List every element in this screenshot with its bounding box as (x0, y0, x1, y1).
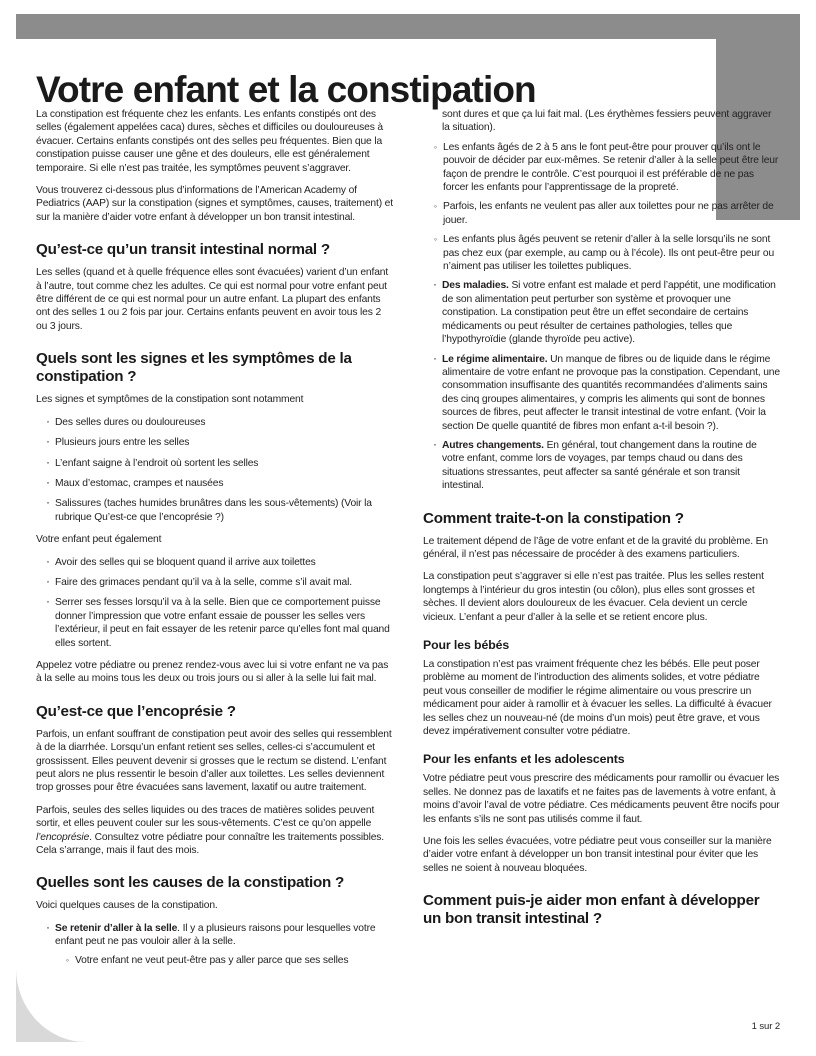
subheading-bebes: Pour les bébés (423, 638, 510, 652)
list-item-cause-maladies (433, 279, 780, 346)
page-title: Votre enfant et la constipation (36, 68, 536, 110)
signes-intro: Les signes et symptômes de la constipation sont notamment (36, 394, 304, 406)
intro-paragraph-2: Vous trouverez ci-dessous plus d’informations de l’American Academy of Pediatrics (AAP) sur la constipation (signes et symptômes, causes, traitement) et sur la manière d’aider votre enfant à développer un bon transit intestinal. (36, 185, 393, 223)
cause-maladies-text: Si votre enfant est malade et perd l’appétit, une modification de son alimentation peut perturber son système et provoquer une constipation. La constipation peut être un effet secondaire de certains médicaments ou peut résulter de certaines pathologies, telles que l’hypothyroïdie (glande thyroïde peu active). (442, 280, 776, 346)
encopresie-p2-part-b: . Consultez votre pédiatre pour connaître les traitements possibles. Cela s’arrange, mais il faut des mois. (36, 831, 385, 857)
heading-signes-symptomes: Quels sont les signes et les symptômes de la constipation ? (36, 350, 352, 386)
continued-sublist-item-1: sont dures et que ça lui fait mal. (Les érythèmes fessiers peuvent aggraver la situation). (442, 109, 772, 134)
list-item: ◦ Votre enfant ne veut peut-être pas y aller parce que ses selles (66, 954, 393, 967)
list-item-cause-regime (433, 353, 780, 433)
cause-autres-label: Autres changements. (442, 439, 544, 451)
list-item-cause-autres (433, 439, 780, 493)
page-number: 1 sur 2 (751, 1021, 780, 1032)
list-item: · L’enfant saigne à l’endroit où sortent les selles (46, 457, 393, 470)
causes-list (36, 922, 393, 967)
transit-normal-paragraph: Les selles (quand et à quelle fréquence elles sont évacuées) varient d’un enfant à l’autre, tout comme chez les adultes. Ce qui est normal pour votre enfant peut être différent de ce qui est normal pour un autre enfant. La plupart des enfants ont des selles 1 ou 2 fois par jour. Certains enfants peuvent en avoir tous les 2 ou 3 jours. (36, 267, 389, 332)
aussi-intro: Votre enfant peut également (36, 534, 162, 546)
list-item: · Serrer ses fesses lorsqu’il va à la selle. Bien que ce comportement puisse donner l’impression que votre enfant essaie de pousser les selles vers l’extérieur, il peut en fait essayer de les retenir parce qu’elles font mal quand elles sortent. (46, 596, 393, 650)
enfants-paragraph-1: Votre pédiatre peut vous prescrire des médicaments pour ramollir ou évacuer les selles. Ne donnez pas de laxatifs et ne faites pas de lavements à votre enfant, à moins d’avoir l’aval de votre pédiatre. Ces médicaments peuvent être nocifs pour les enfants s’ils ne sont pas utilisés comme il faut. (423, 773, 780, 825)
list-item: · Avoir des selles qui se bloquent quand il arrive aux toilettes (46, 556, 393, 569)
cause-regime-text: Un manque de fibres ou de liquide dans le régime alimentaire de votre enfant ne provoque pas la constipation. Cependant, une consommation insuffisante des quantités recommandées d’aliments sains des cinq groupes alimentaires, y compris les aliments qui sont de bonnes sources de fibres, peut affecter le transit intestinal de votre enfant. (Voir la section De quelle quantité de fibres mon enfant a-t-il besoin ?). (442, 353, 780, 432)
aussi-list (36, 556, 393, 650)
cause-retenir-text: . Il y a plusieurs raisons pour lesquelles votre enfant peut ne pas vouloir aller à la selle. (55, 922, 376, 948)
heading-traitement: Comment traite-t-on la constipation ? (423, 509, 684, 527)
heading-causes: Quelles sont les causes de la constipation ? (36, 874, 345, 892)
cause-retenir-sublist (55, 954, 393, 967)
list-item: · Faire des grimaces pendant qu’il va à la selle, comme s’il avait mal. (46, 576, 393, 589)
heading-transit-normal: Qu’est-ce qu’un transit intestinal normal ? (36, 241, 330, 259)
bebes-paragraph: La constipation n’est pas vraiment fréquente chez les bébés. Elle peut poser problème au moment de l’introduction des aliments solides, et votre pédiatre peut vous conseiller de modifier le régime alimentaire ou vous prescrire un médicament pour aider à ramollir et à évacuer les selles. La difficulté à évacuer les selles chez un nouveau-né (de moins d’un mois) peut être grave, et vous devez impérativement consulter votre pédiatre. (423, 659, 772, 738)
traitement-paragraph-2: La constipation peut s’aggraver si elle n’est pas traitée. Plus les selles restent longtemps à l’intérieur du gros intestin (ou côlon), plus elles sont grosses et sèches. Il devient alors douloureux de les évacuer. Cela devient un cercle vicieux. L’enfant a peur d’aller à la selle et se retient encore plus. (423, 571, 764, 623)
list-item: · Salissures (taches humides brunâtres dans les sous-vêtements) (Voir la rubrique Qu’est-ce que l’encoprésie ?) (46, 497, 393, 524)
causes-intro: Voici quelques causes de la constipation. (36, 900, 218, 912)
list-item: ◦ Les enfants plus âgés peuvent se retenir d’aller à la selle lorsqu’ils ne sont pas chez eux (par exemple, au camp ou à l’école). Ils ont peut-être peur ou n’aiment pas utiliser les toilettes publiques. (434, 233, 780, 273)
list-item: · Maux d’estomac, crampes et nausées (46, 477, 393, 490)
appelez-pediatre-paragraph: Appelez votre pédiatre ou prenez rendez-vous avec lui si votre enfant ne va pas à la selle au moins tous les deux ou trois jours ou si aller à la selle lui fait mal. (36, 659, 389, 685)
cause-autres-text: En général, tout changement dans la routine de votre enfant, comme lors de voyages, par temps chaud ou dans des situations stressantes, peut affecter sa santé générale et son transit intestinal. (442, 439, 757, 492)
intro-paragraph-1: La constipation est fréquente chez les enfants. Les enfants constipés ont des selles (également appelées caca) dures, sèches et difficiles ou douloureuses à évacuer. Certains enfants constipés ont des selles peu fréquentes. Bien que la constipation puisse causer une gêne et des douleurs, elle est généralement temporaire. Si elle n’est pas traitée, les symptômes peuvent s’aggraver. (36, 109, 383, 174)
two-column-body (36, 108, 780, 1008)
encopresie-paragraph-1: Parfois, un enfant souffrant de constipation peut avoir des selles qui ressemblent à de la diarrhée. Lorsqu’un enfant retient ses selles, celles-ci s’accumulent et grossissent. Elles peuvent devenir si grosses que le rectum se distend. L’enfant peut alors ne plus ressentir le besoin d’aller aux toilettes. Les selles deviennent trop grosses pour être évacuées sans lavement, laxatif ou autre traitement. (36, 728, 392, 794)
list-item: · Des selles dures ou douloureuses (46, 416, 393, 429)
heading-encopresie: Qu’est-ce que l’encoprésie ? (36, 702, 236, 720)
encopresie-paragraph-2 (36, 804, 393, 858)
heading-aider-transit: Comment puis-je aider mon enfant à développer un bon transit intestinal ? (423, 892, 760, 928)
cause-regime-label: Le régime alimentaire. (442, 353, 548, 365)
list-item: · Plusieurs jours entre les selles (46, 436, 393, 449)
signes-list (36, 416, 393, 524)
subheading-enfants-adolescents: Pour les enfants et les adolescents (423, 752, 625, 767)
list-item-cause-retenir (46, 922, 393, 967)
continued-sublist (423, 141, 780, 274)
right-column (423, 108, 780, 1008)
causes-list-continued (423, 279, 780, 492)
left-column (36, 108, 393, 1008)
list-item: ◦ Les enfants âgés de 2 à 5 ans le font peut-être pour prouver qu’ils ont le pouvoir de décider par eux-mêmes. Se retenir d’aller à la selle peut être leur façon de prendre le contrôle. C’est pourquoi il est préférable de ne pas forcer les enfants pour l’apprentissage de la propreté. (434, 141, 780, 195)
encopresie-term-italic: l’encoprésie (36, 831, 90, 843)
encopresie-p2-part-a: Parfois, seules des selles liquides ou des traces de matières solides peuvent sortir, et elles peuvent couler sur les sous-vêtements. C’est ce qu’on appelle (36, 804, 375, 830)
traitement-paragraph-1: Le traitement dépend de l’âge de votre enfant et de la gravité du problème. En général, il n’est pas nécessaire de procéder à des examens particuliers. (423, 535, 768, 560)
header-gray-band (16, 14, 800, 39)
cause-maladies-label: Des maladies. (442, 280, 509, 292)
enfants-paragraph-2: Une fois les selles évacuées, votre pédiatre peut vous conseiller sur la manière d’aider votre enfant à développer un bon transit intestinal pour éviter que les selles ne soient à nouveau bloquées. (423, 836, 772, 874)
cause-retenir-label: Se retenir d’aller à la selle (55, 922, 178, 934)
list-item: ◦ Parfois, les enfants ne veulent pas aller aux toilettes pour ne pas arrêter de jouer. (434, 200, 780, 227)
